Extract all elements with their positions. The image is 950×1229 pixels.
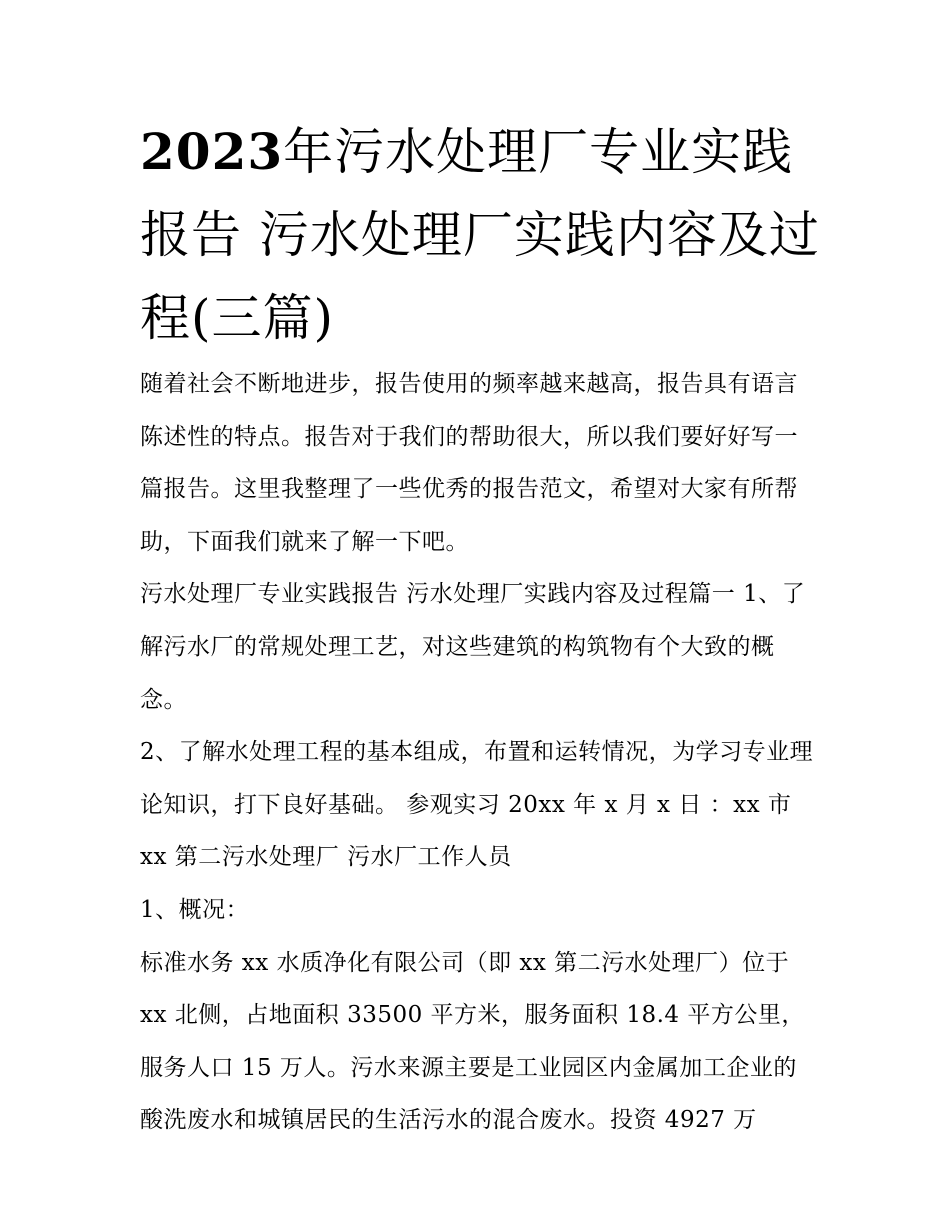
document-title [140,110,820,360]
title-year: 2023 [140,122,284,181]
paragraph-point-two: 2、了解水处理工程的基本组成，布置和运转情况，为学习专业理论知识，打下良好基础。 参观实习 20xx 年 x 月 x 日 ：xx 市 xx 第二污水处理厂 污水厂工作人员 [140,739,814,871]
document-body [140,358,820,1147]
paragraph-overview: 标准水务 xx 水质净化有限公司（即 xx 第二污水处理厂）位于 xx 北侧，占地面积 33500 平方米，服务面积 18.4 平方公里，服务人口 15 万人。污水来源主要是工业园区内金属加工企业的酸洗废水和城镇居民的生活污水的混合废水。投资 4927 万 [140,949,805,1134]
paragraph-intro: 随着社会不断地进步，报告使用的频率越来越高，报告具有语言陈述性的特点。报告对于我们的帮助很大，所以我们要好好写一篇报告。这里我整理了一些优秀的报告范文，希望对大家有所帮助，下面我们就来了解一下吧。 [140,371,798,555]
paragraph-overview-heading: 1、概况： [140,896,250,923]
title-text: 年污水处理厂专业实践报告 污水处理厂实践内容及过程(三篇) [140,123,820,347]
paragraph-section-one: 污水处理厂专业实践报告 污水处理厂实践内容及过程篇一 1、了解污水厂的常规处理工艺，对这些建筑的构筑物有个大致的概念。 [140,581,806,713]
